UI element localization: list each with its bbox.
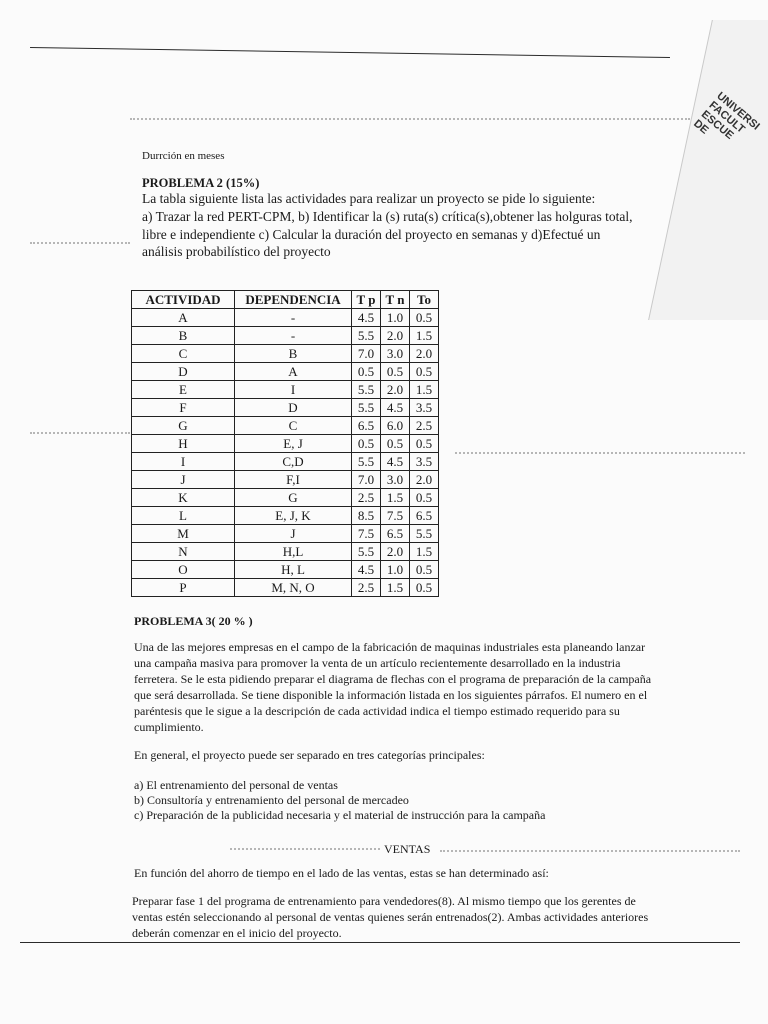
ventas-intro: En función del ahorro de tiempo en el lado de las ventas, estas se han determinado así: <box>134 866 549 880</box>
activity-cell: A <box>132 309 235 327</box>
tp-cell: 2.5 <box>352 489 381 507</box>
table-row <box>132 345 439 363</box>
table-row <box>132 471 439 489</box>
tn-cell: 2.0 <box>381 543 410 561</box>
problem3-paragraph-line: cumplimiento. <box>134 720 204 734</box>
table-row <box>132 435 439 453</box>
scan-noise <box>455 452 745 456</box>
activity-cell: O <box>132 561 235 579</box>
table-row <box>132 417 439 435</box>
tp-cell: 5.5 <box>352 399 381 417</box>
dependency-cell: J <box>235 525 352 543</box>
dependency-cell: G <box>235 489 352 507</box>
problem3-title: PROBLEMA 3( 20 % ) <box>134 614 253 628</box>
tn-cell: 1.5 <box>381 579 410 597</box>
ventas-paragraph-line: ventas estén seleccionando al personal de ventas quienes serán entrenados(2). Ambas actividades anteriores <box>132 910 649 924</box>
scan-noise <box>230 848 380 852</box>
problem3-paragraph-line: ferretera. Se le esta pidiendo preparar el diagrama de flechas con el programa de preparación de la campaña <box>134 672 652 686</box>
duration-note: Durrción en meses <box>142 150 225 162</box>
tn-cell: 2.0 <box>381 381 410 399</box>
activity-cell: F <box>132 399 235 417</box>
tp-cell: 4.5 <box>352 561 381 579</box>
table-row <box>132 327 439 345</box>
dependency-cell: A <box>235 363 352 381</box>
tp-cell: 7.5 <box>352 525 381 543</box>
tp-cell: 6.5 <box>352 417 381 435</box>
dependency-cell: - <box>235 327 352 345</box>
folded-corner <box>648 20 768 320</box>
tn-cell: 2.0 <box>381 327 410 345</box>
to-cell: 3.5 <box>410 453 439 471</box>
tn-cell: 3.0 <box>381 471 410 489</box>
table-row <box>132 399 439 417</box>
table-row <box>132 543 439 561</box>
tp-cell: 7.0 <box>352 471 381 489</box>
to-cell: 5.5 <box>410 525 439 543</box>
activity-cell: P <box>132 579 235 597</box>
dependency-cell: M, N, O <box>235 579 352 597</box>
column-header: ACTIVIDAD <box>132 291 235 309</box>
scan-noise <box>130 118 690 122</box>
tn-cell: 1.0 <box>381 309 410 327</box>
dependency-cell: H,L <box>235 543 352 561</box>
to-cell: 1.5 <box>410 543 439 561</box>
tp-cell: 4.5 <box>352 309 381 327</box>
problem3-paragraph-line: Una de las mejores empresas en el campo de la fabricación de maquinas industriales esta planeando lanzar <box>134 640 646 654</box>
ventas-paragraph-line: Preparar fase 1 del programa de entrenamiento para vendedores(8). Al mismo tiempo que los gerentes de <box>132 894 636 908</box>
dependency-cell: E, J <box>235 435 352 453</box>
dependency-cell: D <box>235 399 352 417</box>
to-cell: 2.0 <box>410 345 439 363</box>
activity-cell: N <box>132 543 235 561</box>
scan-noise <box>440 850 740 854</box>
to-cell: 2.0 <box>410 471 439 489</box>
activities-table <box>131 290 439 597</box>
activity-cell: H <box>132 435 235 453</box>
activity-cell: L <box>132 507 235 525</box>
tn-cell: 0.5 <box>381 435 410 453</box>
tn-cell: 3.0 <box>381 345 410 363</box>
tp-cell: 8.5 <box>352 507 381 525</box>
table-row <box>132 453 439 471</box>
tn-cell: 0.5 <box>381 363 410 381</box>
dependency-cell: C <box>235 417 352 435</box>
activity-cell: K <box>132 489 235 507</box>
activity-cell: I <box>132 453 235 471</box>
tp-cell: 5.5 <box>352 327 381 345</box>
category-item: c) Preparación de la publicidad necesaria y el material de instrucción para la campaña <box>134 808 546 822</box>
table-row <box>132 561 439 579</box>
dependency-cell: H, L <box>235 561 352 579</box>
tn-cell: 6.5 <box>381 525 410 543</box>
tp-cell: 0.5 <box>352 363 381 381</box>
problem2-line: libre e independiente c) Calcular la duración del proyecto en semanas y d)Efectué un <box>142 227 601 242</box>
scan-noise <box>30 242 130 246</box>
tn-cell: 6.0 <box>381 417 410 435</box>
to-cell: 2.5 <box>410 417 439 435</box>
category-item: b) Consultoría y entrenamiento del personal de mercadeo <box>134 793 409 807</box>
tn-cell: 1.0 <box>381 561 410 579</box>
column-header: T n <box>381 291 410 309</box>
to-cell: 1.5 <box>410 327 439 345</box>
dependency-cell: - <box>235 309 352 327</box>
table-row <box>132 489 439 507</box>
dependency-cell: C,D <box>235 453 352 471</box>
university-stamp: UNIVERSI FACULT ESCUE DE <box>691 90 762 142</box>
activity-cell: D <box>132 363 235 381</box>
tn-cell: 1.5 <box>381 489 410 507</box>
tp-cell: 7.0 <box>352 345 381 363</box>
problem2-title: PROBLEMA 2 (15%) <box>142 176 260 190</box>
to-cell: 3.5 <box>410 399 439 417</box>
table-body <box>132 309 439 597</box>
table-row <box>132 507 439 525</box>
dependency-cell: F,I <box>235 471 352 489</box>
to-cell: 0.5 <box>410 363 439 381</box>
tp-cell: 5.5 <box>352 381 381 399</box>
tp-cell: 5.5 <box>352 453 381 471</box>
top-rule <box>30 47 670 58</box>
problem2-line: a) Trazar la red PERT-CPM, b) Identificar la (s) ruta(s) crítica(s),obtener las holguras total, <box>142 209 633 224</box>
problem3-categories-intro: En general, el proyecto puede ser separado en tres categorías principales: <box>134 748 485 762</box>
problem3-paragraph-line: una campaña masiva para promover la venta de un artículo recientemente desarrollado en la industria <box>134 656 621 670</box>
tp-cell: 2.5 <box>352 579 381 597</box>
table-row <box>132 363 439 381</box>
scan-noise <box>30 432 130 436</box>
activity-cell: M <box>132 525 235 543</box>
to-cell: 0.5 <box>410 309 439 327</box>
category-item: a) El entrenamiento del personal de ventas <box>134 778 338 792</box>
activity-cell: J <box>132 471 235 489</box>
ventas-paragraph-line: deberán comenzar en el inicio del proyecto. <box>132 926 342 940</box>
column-header: DEPENDENCIA <box>235 291 352 309</box>
to-cell: 0.5 <box>410 579 439 597</box>
column-header: To <box>410 291 439 309</box>
table-row <box>132 579 439 597</box>
column-header: T p <box>352 291 381 309</box>
problem2-line: análisis probabilístico del proyecto <box>142 244 331 259</box>
problem2-line: La tabla siguiente lista las actividades para realizar un proyecto se pide lo siguiente: <box>142 191 596 206</box>
table-row <box>132 309 439 327</box>
problem3-paragraph-line: paréntesis que le sigue a la descripción de cada actividad indica el tiempo estimado requerido para su <box>134 704 620 718</box>
to-cell: 0.5 <box>410 561 439 579</box>
problem3-paragraph-line: que será desarrollada. Se tiene disponible la información listada en los siguientes párrafos. El numero en el <box>134 688 648 702</box>
bottom-rule <box>20 942 740 943</box>
tp-cell: 5.5 <box>352 543 381 561</box>
tn-cell: 4.5 <box>381 399 410 417</box>
dependency-cell: I <box>235 381 352 399</box>
to-cell: 1.5 <box>410 381 439 399</box>
table-row <box>132 381 439 399</box>
activity-cell: B <box>132 327 235 345</box>
to-cell: 0.5 <box>410 435 439 453</box>
activity-cell: E <box>132 381 235 399</box>
section-heading-ventas: VENTAS <box>384 842 431 856</box>
dependency-cell: B <box>235 345 352 363</box>
to-cell: 0.5 <box>410 489 439 507</box>
dependency-cell: E, J, K <box>235 507 352 525</box>
to-cell: 6.5 <box>410 507 439 525</box>
table-header-row <box>132 291 439 309</box>
tp-cell: 0.5 <box>352 435 381 453</box>
activity-cell: G <box>132 417 235 435</box>
activity-cell: C <box>132 345 235 363</box>
tn-cell: 7.5 <box>381 507 410 525</box>
tn-cell: 4.5 <box>381 453 410 471</box>
table-row <box>132 525 439 543</box>
